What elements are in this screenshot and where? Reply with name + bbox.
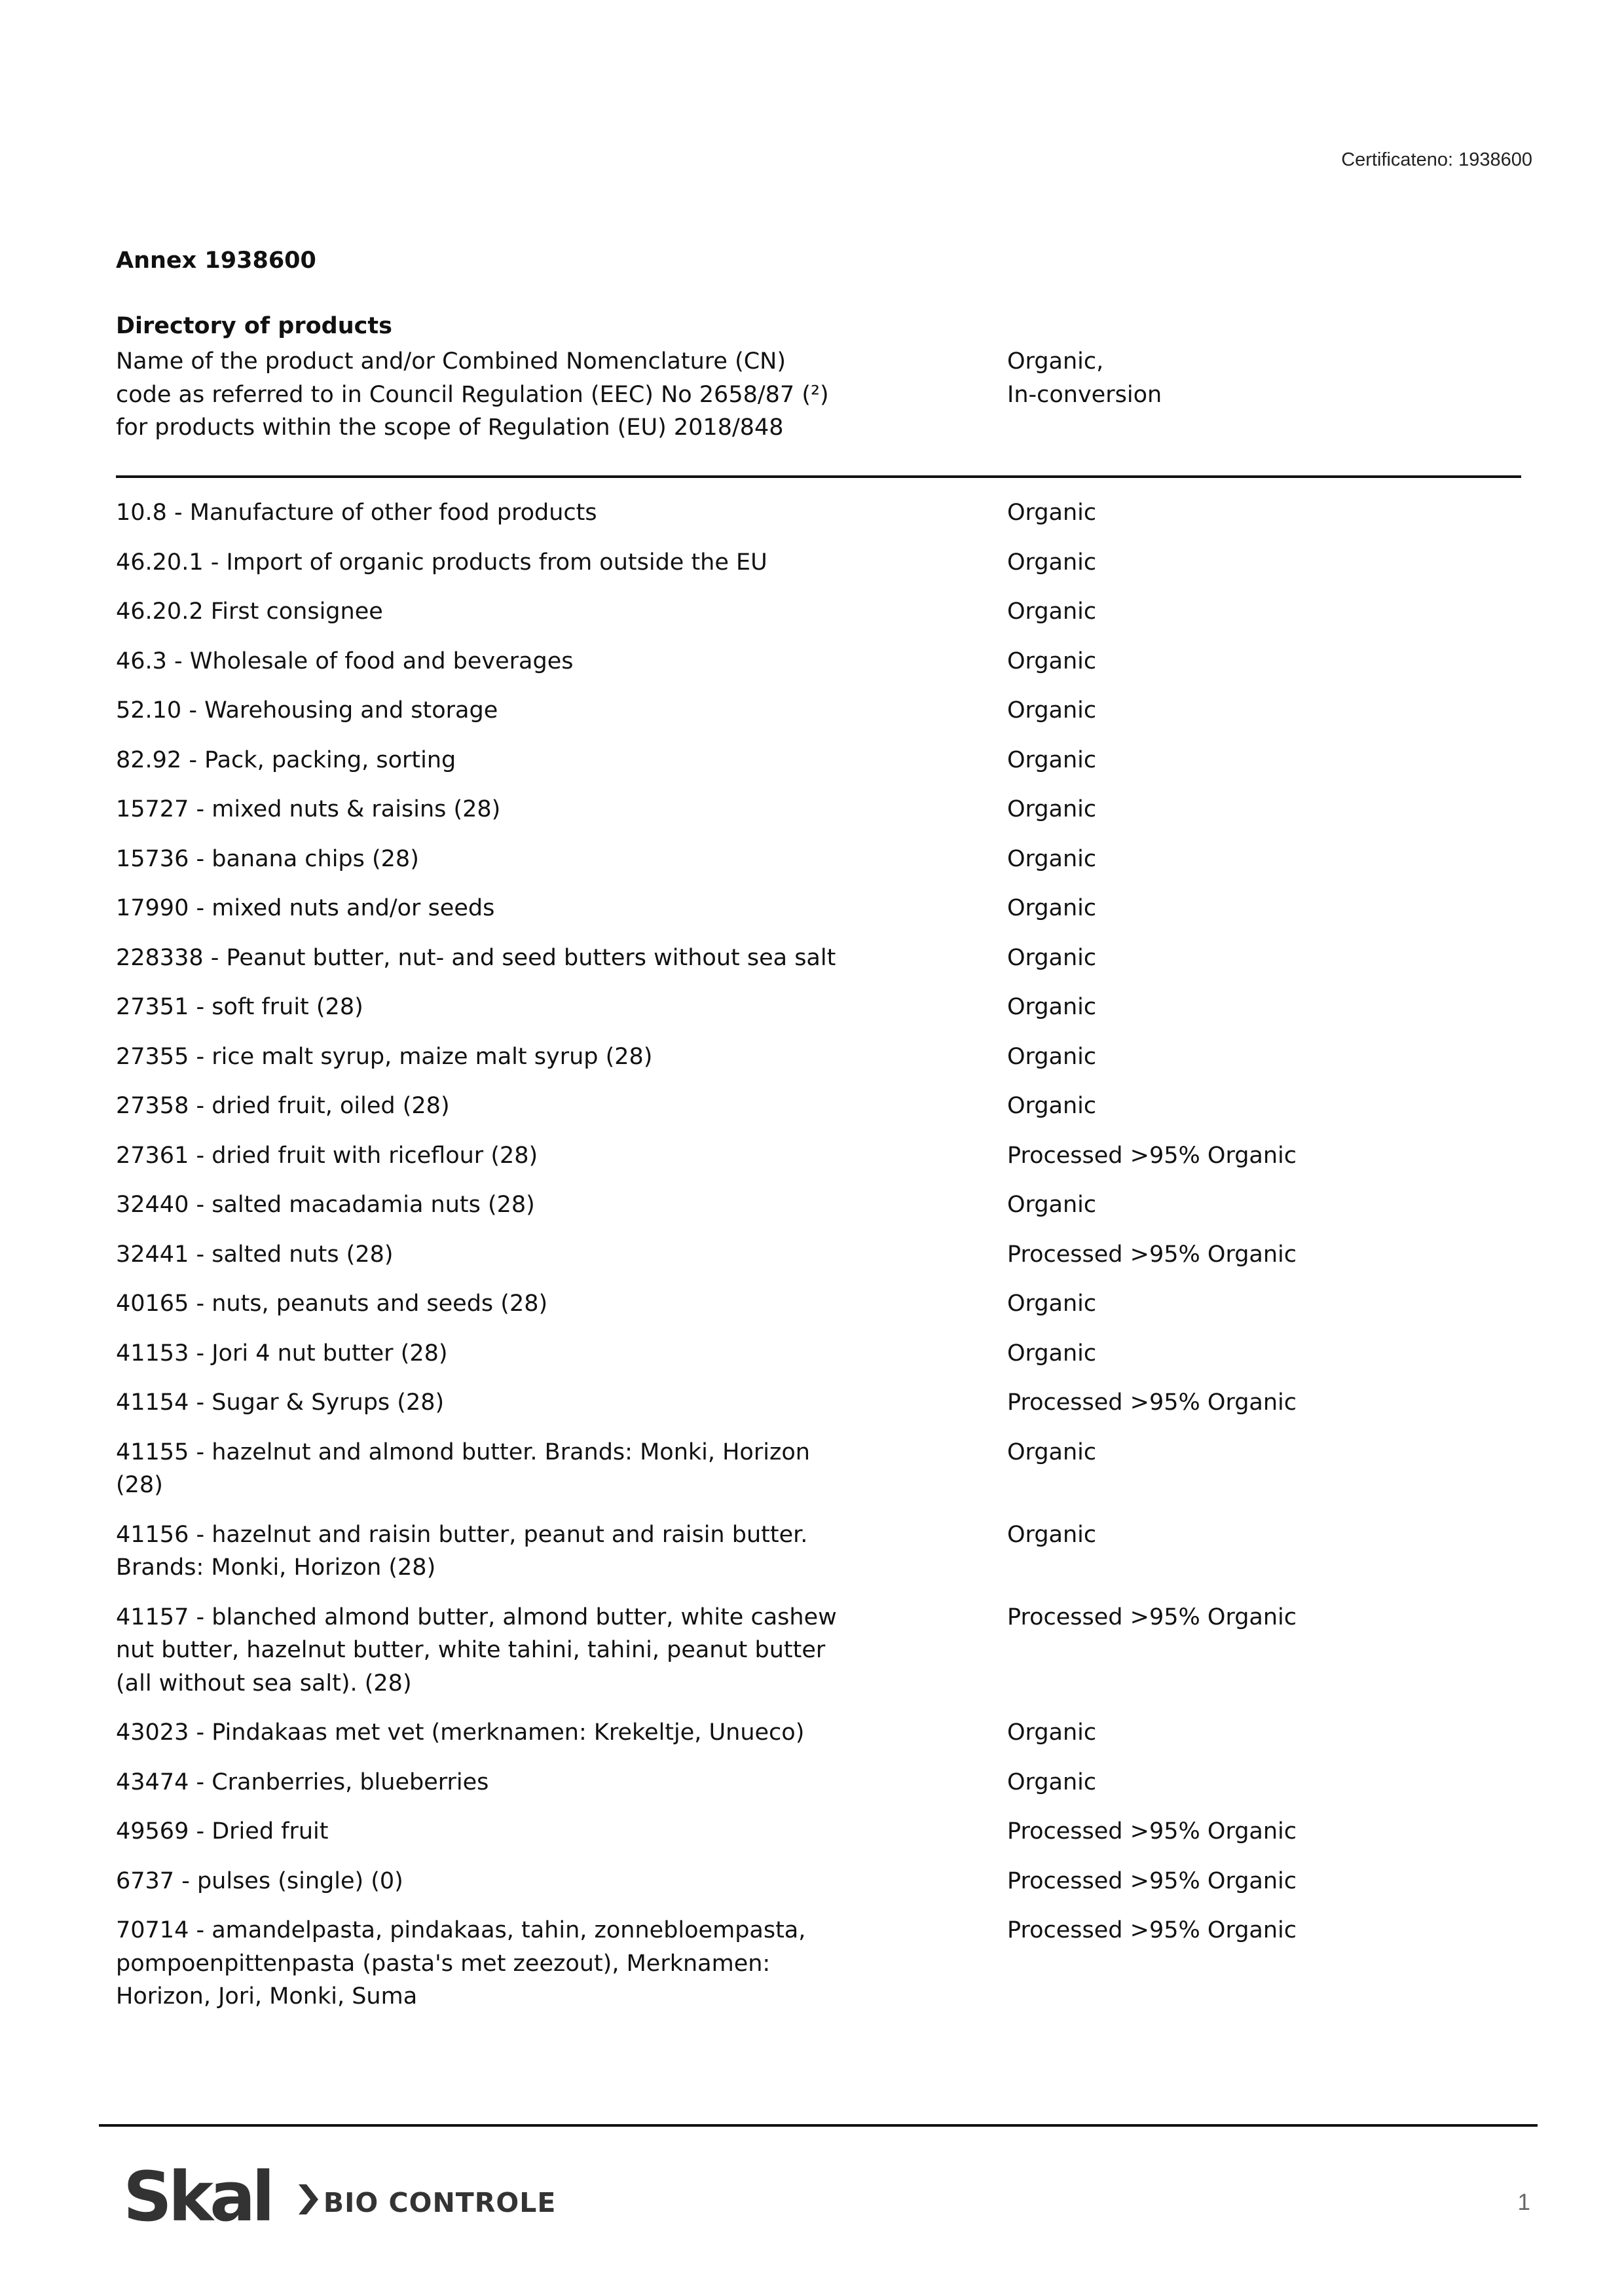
- product-status: Organic: [1007, 1043, 1097, 1070]
- product-name: 70714 - amandelpasta, pindakaas, tahin, zonnebloempasta, pompoenpittenpasta (pasta's met zeezout), Merknamen: Horizon, Jori, Monki, Suma: [116, 1917, 806, 2010]
- table-row: [116, 546, 1521, 579]
- product-name: 10.8 - Manufacture of other food products: [116, 500, 597, 526]
- annex-title: Annex 1938600: [116, 248, 316, 274]
- table-row: [116, 1090, 1521, 1123]
- chevron-right-icon: [299, 2184, 318, 2217]
- product-name: 46.20.1 - Import of organic products from outside the EU: [116, 549, 767, 576]
- table-row: [116, 942, 1521, 975]
- product-status: Processed >95% Organic: [1007, 1142, 1297, 1169]
- product-status: Organic: [1007, 500, 1097, 526]
- header-product-column: Name of the product and/or Combined Nomenclature (CN) code as referred to in Council Regulation (EEC) No 2658/87 (²) for products within the scope of Regulation (EU) 2018/848: [116, 348, 829, 441]
- table-row: [116, 1815, 1521, 1848]
- header-divider: [116, 475, 1521, 478]
- product-status: Organic: [1007, 549, 1097, 576]
- product-status: Organic: [1007, 1769, 1097, 1795]
- footer-divider: [99, 2124, 1538, 2127]
- product-name: 43023 - Pindakaas met vet (merknamen: Krekeltje, Unueco): [116, 1719, 805, 1746]
- table-row: [116, 1601, 1521, 1700]
- product-status: Organic: [1007, 1439, 1097, 1465]
- product-name: 32440 - salted macadamia nuts (28): [116, 1192, 535, 1218]
- product-status: Processed >95% Organic: [1007, 1867, 1297, 1894]
- product-name: 228338 - Peanut butter, nut- and seed butters without sea salt: [116, 944, 836, 971]
- table-row: [116, 595, 1521, 629]
- product-status: Processed >95% Organic: [1007, 1818, 1297, 1845]
- table-row: [116, 892, 1521, 925]
- product-name: 6737 - pulses (single) (0): [116, 1867, 403, 1894]
- product-status: Processed >95% Organic: [1007, 1604, 1297, 1630]
- product-name: 41157 - blanched almond butter, almond butter, white cashew nut butter, hazelnut butter, white tahini, tahini, peanut butter (all without sea salt). (28): [116, 1604, 837, 1697]
- product-name: 15727 - mixed nuts & raisins (28): [116, 796, 501, 822]
- table-row: [116, 1716, 1521, 1750]
- product-name: 27351 - soft fruit (28): [116, 994, 363, 1020]
- product-status: Organic: [1007, 1521, 1097, 1548]
- table-row: [116, 1287, 1521, 1321]
- table-row: [116, 1040, 1521, 1074]
- certificate-number: Certificateno: 1938600: [1341, 149, 1532, 170]
- header-status-column: Organic, In-conversion: [1007, 348, 1162, 408]
- logo-wordmark: Skal: [123, 2157, 271, 2237]
- product-name: 41154 - Sugar & Syrups (28): [116, 1389, 445, 1416]
- product-status: Organic: [1007, 796, 1097, 822]
- logo-subtitle: BIO CONTROLE: [323, 2187, 557, 2218]
- table-row: [116, 1188, 1521, 1222]
- product-status: Organic: [1007, 697, 1097, 724]
- table-row: [116, 496, 1521, 530]
- product-status: Organic: [1007, 1291, 1097, 1317]
- table-row: [116, 1766, 1521, 1799]
- product-status: Organic: [1007, 944, 1097, 971]
- table-row: [116, 1436, 1521, 1502]
- table-row: [116, 1238, 1521, 1272]
- product-name: 49569 - Dried fruit: [116, 1818, 329, 1845]
- product-name: 46.3 - Wholesale of food and beverages: [116, 648, 574, 674]
- product-status: Organic: [1007, 845, 1097, 872]
- skal-logo: [123, 2157, 557, 2237]
- product-name: 27358 - dried fruit, oiled (28): [116, 1093, 450, 1119]
- product-name: 46.20.2 First consignee: [116, 598, 383, 625]
- product-name: 40165 - nuts, peanuts and seeds (28): [116, 1291, 548, 1317]
- product-status: Organic: [1007, 1192, 1097, 1218]
- product-status: Organic: [1007, 1719, 1097, 1746]
- page-number: 1: [1517, 2190, 1530, 2215]
- table-row: [116, 793, 1521, 826]
- product-name: 82.92 - Pack, packing, sorting: [116, 746, 456, 773]
- product-list: [116, 496, 1521, 2030]
- table-row: [116, 843, 1521, 876]
- product-status: Organic: [1007, 746, 1097, 773]
- product-name: 43474 - Cranberries, blueberries: [116, 1769, 489, 1795]
- product-status: Processed >95% Organic: [1007, 1389, 1297, 1416]
- product-status: Organic: [1007, 1340, 1097, 1367]
- product-name: 52.10 - Warehousing and storage: [116, 697, 498, 724]
- product-name: 41155 - hazelnut and almond butter. Brands: Monki, Horizon (28): [116, 1439, 810, 1498]
- product-status: Organic: [1007, 648, 1097, 674]
- directory-title: Directory of products: [116, 313, 392, 339]
- product-name: 27361 - dried fruit with riceflour (28): [116, 1142, 538, 1169]
- product-name: 41156 - hazelnut and raisin butter, peanut and raisin butter. Brands: Monki, Horizon (28): [116, 1521, 808, 1581]
- product-name: 17990 - mixed nuts and/or seeds: [116, 895, 495, 921]
- table-row: [116, 1518, 1521, 1585]
- table-row: [116, 694, 1521, 727]
- product-name: 27355 - rice malt syrup, maize malt syrup (28): [116, 1043, 653, 1070]
- table-row: [116, 991, 1521, 1024]
- table-row: [116, 744, 1521, 777]
- table-row: [116, 1914, 1521, 2013]
- product-status: Organic: [1007, 994, 1097, 1020]
- table-row: [116, 1865, 1521, 1898]
- product-name: 32441 - salted nuts (28): [116, 1241, 394, 1268]
- table-row: [116, 1139, 1521, 1173]
- product-status: Organic: [1007, 895, 1097, 921]
- table-row: [116, 1386, 1521, 1420]
- table-row: [116, 1337, 1521, 1370]
- product-status: Processed >95% Organic: [1007, 1241, 1297, 1268]
- product-status: Organic: [1007, 598, 1097, 625]
- product-status: Processed >95% Organic: [1007, 1917, 1297, 1943]
- product-name: 41153 - Jori 4 nut butter (28): [116, 1340, 448, 1367]
- table-row: [116, 645, 1521, 678]
- product-name: 15736 - banana chips (28): [116, 845, 419, 872]
- product-status: Organic: [1007, 1093, 1097, 1119]
